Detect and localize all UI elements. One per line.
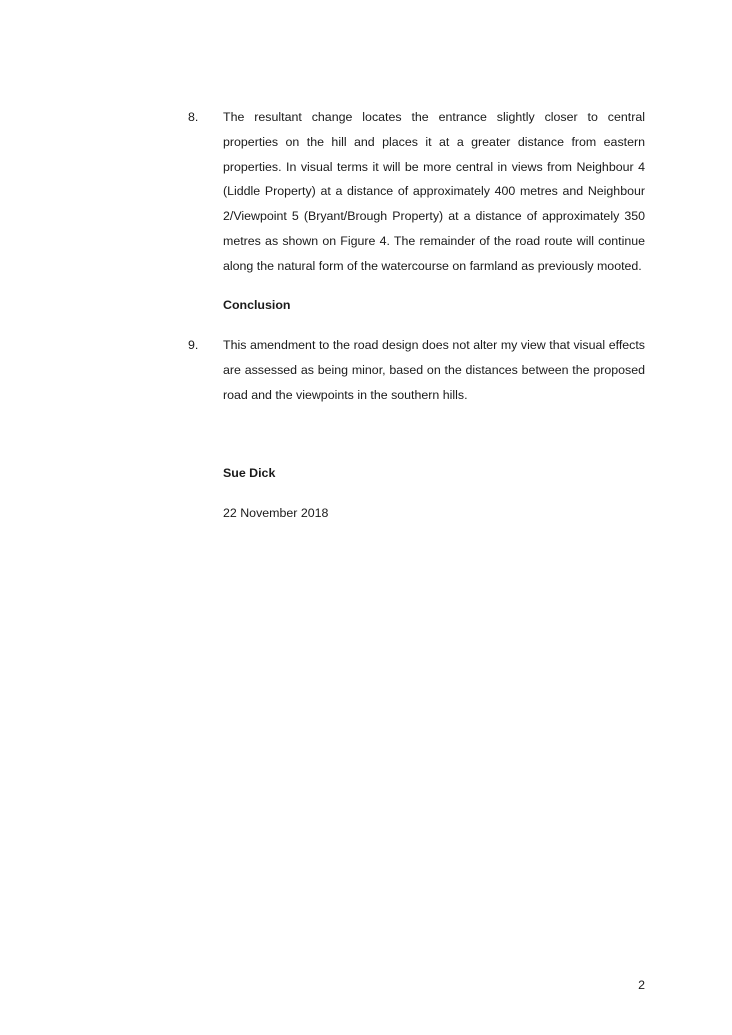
signature-date: 22 November 2018 bbox=[223, 506, 329, 520]
paragraph-number: 9. bbox=[188, 338, 199, 352]
paragraph-text: This amendment to the road design does not alter my view that visual effects are assessed as being minor, based on the distances between the proposed road and the viewpoints in the southern hills. bbox=[223, 338, 645, 402]
paragraph-number: 8. bbox=[188, 110, 199, 124]
page-number: 2 bbox=[638, 978, 645, 992]
signatory-name: Sue Dick bbox=[223, 466, 276, 480]
paragraph-8 bbox=[188, 110, 645, 279]
conclusion-heading: Conclusion bbox=[223, 298, 291, 312]
paragraph-text: The resultant change locates the entrance slightly closer to central properties on the hill and places it at a greater distance from eastern properties. In visual terms it will be more central in views from Neighbour 4 (Liddle Property) at a distance of approximately 400 metres and Neighbour 2/Viewpoint 5 (Bryant/Brough Property) at a distance of approximately 350 metres as shown on Figure 4. The remainder of the road route will continue along the natural form of the watercourse on farmland as previously mooted. bbox=[223, 110, 645, 273]
paragraph-9 bbox=[188, 338, 645, 407]
